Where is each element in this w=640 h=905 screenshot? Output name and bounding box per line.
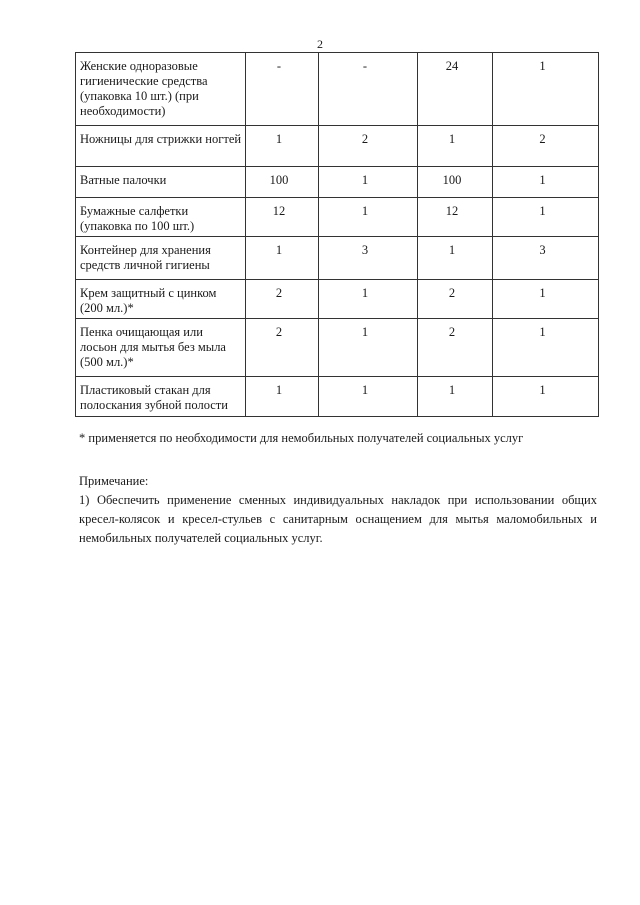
- item-value: 2: [418, 280, 493, 319]
- item-value: 1: [246, 237, 319, 280]
- item-name: Контейнер для хранения средств личной гигиены: [76, 237, 246, 280]
- item-value: 1: [493, 53, 599, 126]
- note-heading: Примечание:: [79, 474, 149, 488]
- table-row: [76, 53, 599, 126]
- hygiene-items-table: [75, 52, 599, 417]
- item-value: 100: [418, 167, 493, 198]
- item-value: 12: [246, 198, 319, 237]
- item-value: 12: [418, 198, 493, 237]
- item-value: 2: [493, 126, 599, 167]
- item-value: -: [246, 53, 319, 126]
- item-name: Ножницы для стрижки ногтей: [76, 126, 246, 167]
- table-row: [76, 198, 599, 237]
- item-value: 100: [246, 167, 319, 198]
- item-value: 1: [246, 126, 319, 167]
- item-value: 1: [418, 126, 493, 167]
- table-row: [76, 237, 599, 280]
- table-row: [76, 126, 599, 167]
- item-value: -: [319, 53, 418, 126]
- table-row: [76, 280, 599, 319]
- page-number: 2: [317, 37, 323, 51]
- item-value: 1: [418, 377, 493, 417]
- item-name: Крем защитный с цинком (200 мл.)*: [76, 280, 246, 319]
- item-value: 1: [493, 280, 599, 319]
- item-value: 1: [319, 167, 418, 198]
- item-value: 2: [246, 280, 319, 319]
- item-name: Пенка очищающая или лосьон для мытья без мыла (500 мл.)*: [76, 319, 246, 377]
- item-value: 3: [319, 237, 418, 280]
- item-value: 1: [418, 237, 493, 280]
- item-value: 1: [319, 280, 418, 319]
- item-value: 1: [319, 198, 418, 237]
- item-value: 2: [246, 319, 319, 377]
- item-name: Женские одноразовые гигиенические средства (упаковка 10 шт.) (при необходимости): [76, 53, 246, 126]
- item-value: 24: [418, 53, 493, 126]
- item-value: 1: [493, 167, 599, 198]
- item-value: 1: [319, 377, 418, 417]
- item-value: 1: [493, 377, 599, 417]
- footnote: * применяется по необходимости для немобильных получателей социальных услуг: [79, 431, 524, 445]
- item-value: 1: [319, 319, 418, 377]
- item-value: 2: [418, 319, 493, 377]
- item-value: 2: [319, 126, 418, 167]
- table-row: [76, 377, 599, 417]
- note-text: 1) Обеспечить применение сменных индивидуальных накладок при использовании общих кресел-колясок и кресел-стульев с санитарным оснащением для мытья маломобильных и немобильных получателей социальных услуг.: [79, 493, 597, 545]
- item-name: Ватные палочки: [76, 167, 246, 198]
- item-name: Бумажные салфетки (упаковка по 100 шт.): [76, 198, 246, 237]
- item-name: Пластиковый стакан для полоскания зубной полости: [76, 377, 246, 417]
- table-row: [76, 319, 599, 377]
- item-value: 1: [493, 319, 599, 377]
- item-value: 1: [246, 377, 319, 417]
- table-row: [76, 167, 599, 198]
- item-value: 1: [493, 198, 599, 237]
- item-value: 3: [493, 237, 599, 280]
